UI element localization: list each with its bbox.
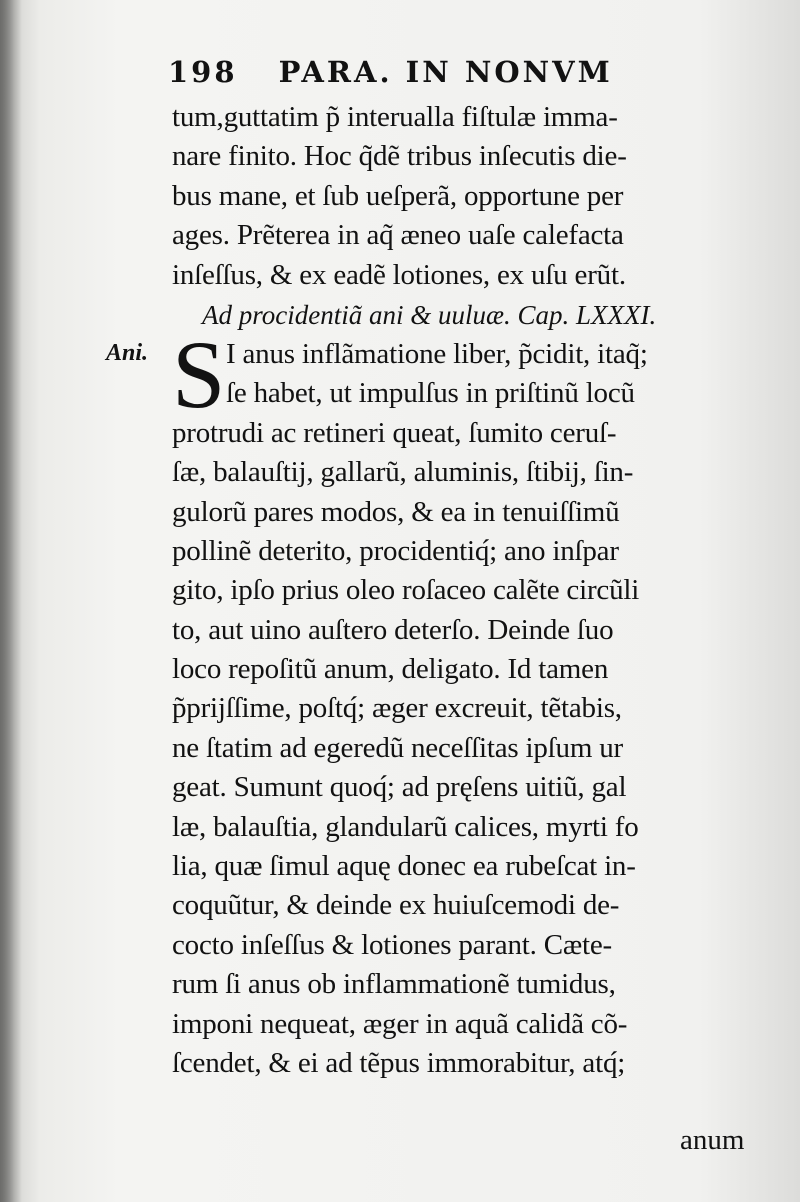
text-line: ſæ, balauſtij, gallarũ, aluminis, ſtibij, ſin- <box>172 456 634 489</box>
text-line: to, aut uino auſtero deterſo. Deinde ſuo <box>172 613 614 646</box>
text-line: protrudi ac retineri queat, ſumito ceruſ- <box>172 416 617 449</box>
text-line: inſeſſus, & ex eadẽ lotiones, ex uſu erũt. <box>172 258 626 291</box>
text-line: p̃prijſſime, poſtq́; æger excreuit, tẽtabis, <box>172 692 622 725</box>
body-text <box>172 98 768 1083</box>
text-line: imponi nequeat, æger in aquã calidã cõ- <box>172 1007 628 1040</box>
running-header <box>168 55 768 95</box>
text-line: ſcendet, & ei ad tẽpus immorabitur, atq́; <box>172 1046 626 1079</box>
text-line: læ, balauſtia, glandularũ calices, myrti fo <box>172 810 639 843</box>
text-line: ne ſtatim ad egeredũ neceſſitas ipſum ur <box>172 731 624 764</box>
margin-note: Ani. <box>106 340 149 366</box>
text-line: gulorũ pares modos, & ea in tenuiſſimũ <box>172 495 620 528</box>
text-line: ſe habet, ut impulſus in priſtinũ locũ <box>226 377 635 410</box>
text-line: I anus inflãmatione liber, p̃cidit, itaq̃; <box>226 337 648 370</box>
text-line: pollinẽ deterito, procidentiq́; ano inſpar <box>172 534 619 567</box>
text-line: lia, quæ ſimul aquę donec ea rubeſcat in- <box>172 850 636 883</box>
text-line: geat. Sumunt quoq́; ad pręſens uitiũ, gal <box>172 771 627 804</box>
running-title: PARA. IN NONVM <box>278 55 613 89</box>
text-line: rum ſi anus ob inflammationẽ tumidus, <box>172 968 616 1001</box>
text-line: cocto inſeſſus & lotiones parant. Cæte- <box>172 928 613 961</box>
drop-cap-initial: S <box>172 321 226 428</box>
text-line: coquũtur, & deinde ex huiuſcemodi de- <box>172 889 620 922</box>
text-line: tum,guttatim p̃ interualla fiſtulæ imma- <box>172 101 618 133</box>
text-line: loco repoſitũ anum, deligato. Id tamen <box>172 653 609 686</box>
gutter-shadow <box>0 0 22 1202</box>
chapter-heading: Ad procidentiã ani & uuluæ. Cap. LXXXI. <box>202 299 657 330</box>
page-number: 198 <box>168 55 238 89</box>
text-line: ages. Prẽterea in aq̃ æneo uaſe calefacta <box>172 219 624 252</box>
catchword: anum <box>680 1124 745 1156</box>
text-line: nare finito. Hoc q̃dẽ tribus inſecutis die- <box>172 140 627 173</box>
text-line: gito, ipſo prius oleo roſaceo calẽte circũli <box>172 574 640 607</box>
text-line: bus mane, et ſub ueſperã, opportune per <box>172 179 624 212</box>
